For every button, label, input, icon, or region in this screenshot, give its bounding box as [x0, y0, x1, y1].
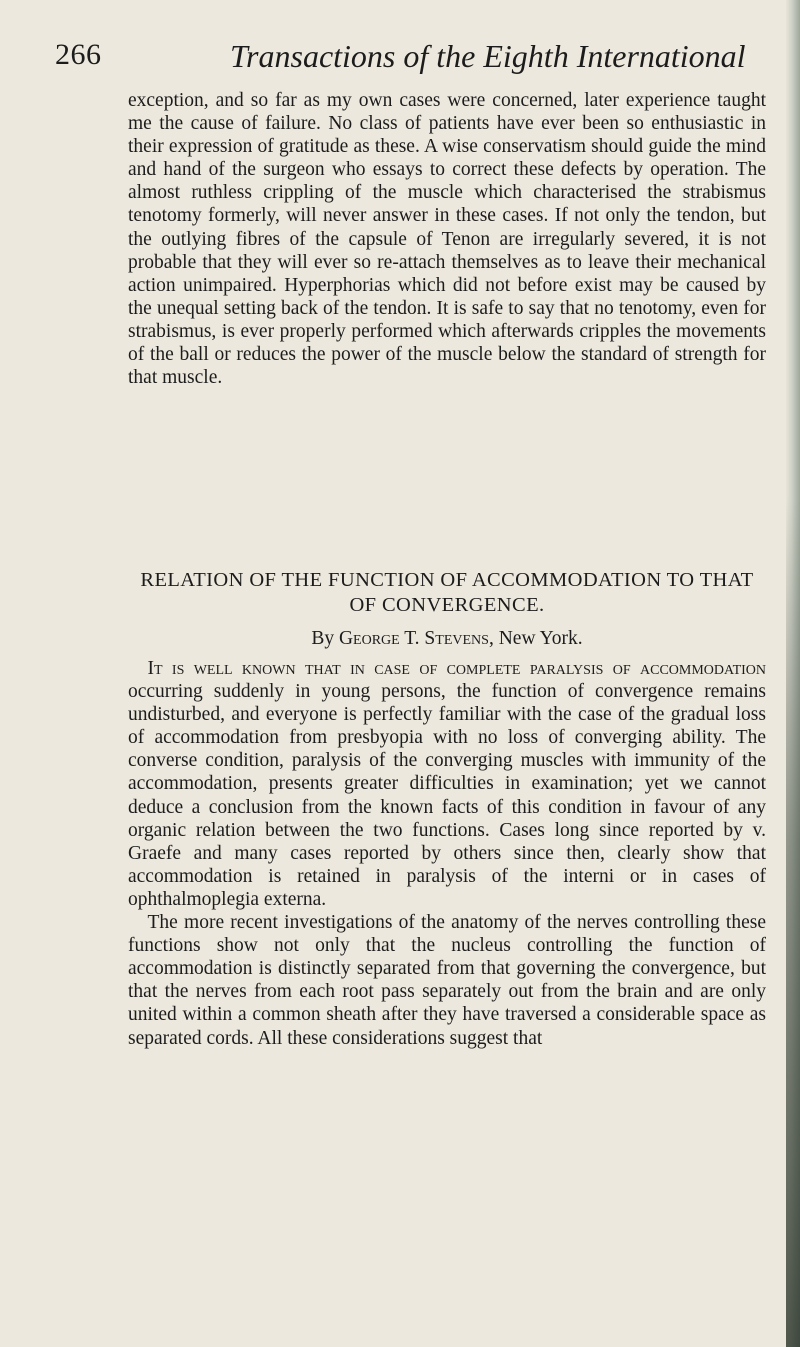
section-body	[128, 657, 766, 1050]
byline	[128, 627, 766, 650]
page-number: 266	[55, 38, 102, 71]
section-title: RELATION OF THE FUNCTION OF ACCOMMODATION TO THAT OF CONVERGENCE.	[140, 569, 754, 616]
author-name: George T. Stevens,	[338, 628, 494, 649]
article-section	[128, 568, 766, 1050]
author-location: New York.	[498, 628, 583, 649]
page-edge-shadow	[786, 500, 800, 1347]
body-paragraph: It is well known that in case of complete paralysis of accommodation occurring suddenly in young persons, the function of convergence remains undisturbed, and everyone is perfectly familiar with the case of the gradual loss of accommodation from presbyopia with no loss of converging ability. The converse condition, paralysis of the converging muscles with immunity of the accommodation, presents greater difficulties in examination; yet we cannot deduce a conclusion from the known facts of this condition in favour of any organic relation between the two functions. Cases long since reported by v. Graefe and many cases reported by others since then, clearly show that accommodation is retained in paralysis of the interni or in cases of ophthalmoplegia externa.	[128, 658, 766, 910]
running-title: Transactions of the Eighth International	[230, 38, 746, 74]
continued-paragraph: exception, and so far as my own cases were concerned, later experience taught me the cause of failure. No class of patients have ever been so enthusiastic in their expression of gratitude as these. A wise conservatism should guide the mind and hand of the surgeon who essays to correct these defects by operation. The almost ruthless crippling of the muscle which characterised the strabismus tenotomy formerly, will never answer in these cases. If not only the tendon, but the outlying fibres of the capsule of Tenon are irregularly severed, it is not probable that they will ever so re-attach themselves as to leave their mechanical action unimpaired. Hyperphorias which did not before exist may be caused by the unequal setting back of the tendon. It is safe to say that no tenotomy, even for strabismus, is ever properly performed which afterwards cripples the movements of the ball or reduces the power of the muscle below the standard of strength for that muscle.	[128, 90, 766, 389]
page-header	[55, 38, 755, 88]
byline-prefix: By	[311, 628, 335, 649]
body-paragraph: The more recent investigations of the anatomy of the nerves controlling these functions show not only that the nucleus controlling the function of accommodation is distinctly separated from that governing the convergence, but that the nerves from each root pass separately out from the brain and are only united within a common sheath after they have traversed a considerable space as separated cords. All these considerations suggest that	[128, 912, 766, 1049]
continued-paragraph-block	[128, 89, 766, 389]
